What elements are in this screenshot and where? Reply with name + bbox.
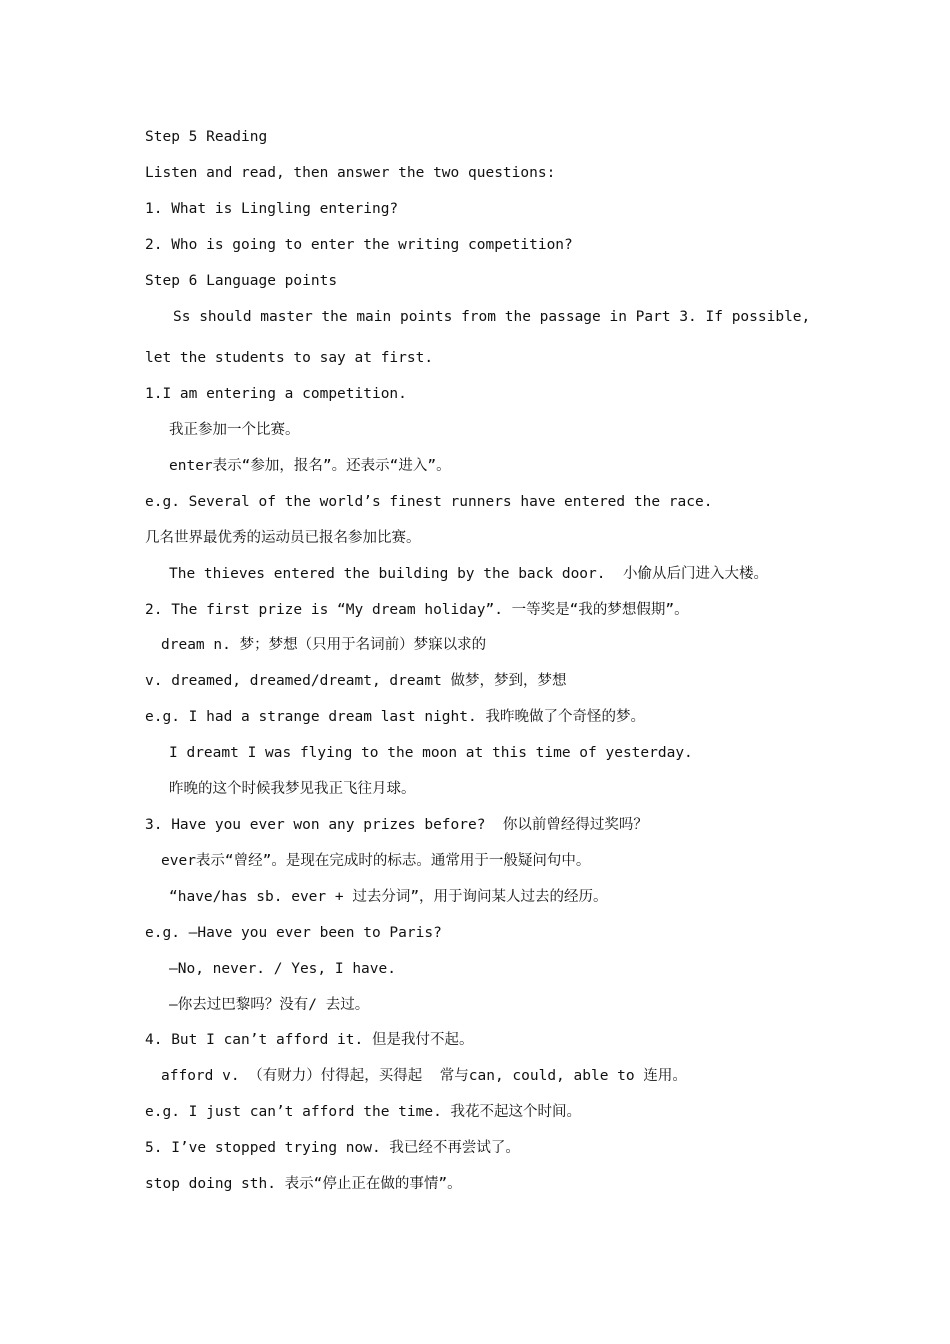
point-4-example: e.g. I just can’t afford the time. 我花不起这个时间。 (145, 1104, 582, 1120)
point-4-explanation: afford v. （有财力）付得起，买得起 常与can, could, able to 连用。 (161, 1068, 687, 1084)
point-2-example-1: e.g. I had a strange dream last night. 我昨晚做了个奇怪的梦。 (145, 709, 645, 725)
question-1: 1. What is Lingling entering? (145, 201, 399, 217)
point-3-example-question: e.g. —Have you ever been to Paris? (145, 925, 442, 941)
reading-instruction: Listen and read, then answer the two questions: (145, 165, 556, 181)
point-1-example-1-translation: 几名世界最优秀的运动员已报名参加比赛。 (145, 530, 421, 546)
point-3-explanation: ever表示“曾经”。是现在完成时的标志。通常用于一般疑问句中。 (161, 853, 591, 869)
point-2-noun-definition: dream n. 梦；梦想（只用于名词前）梦寐以求的 (161, 637, 487, 653)
intro-paragraph-line-1: Ss should master the main points from the passage in Part 3. If possible, (173, 309, 811, 325)
intro-paragraph-line-2: let the students to say at first. (145, 350, 434, 366)
point-3-example-answer: —No, never. / Yes, I have. (169, 961, 396, 977)
point-1-sentence: 1.I am entering a competition. (145, 386, 407, 402)
point-1-explanation: enter表示“参加，报名”。还表示“进入”。 (169, 458, 451, 474)
point-2-sentence: 2. The first prize is “My dream holiday”. 一等奖是“我的梦想假期”。 (145, 602, 689, 618)
step5-heading: Step 5 Reading (145, 129, 268, 145)
point-3-structure: “have/has sb. ever + 过去分词”，用于询问某人过去的经历。 (169, 889, 608, 905)
point-3-sentence: 3. Have you ever won any prizes before? 你以前曾经得过奖吗？ (145, 817, 648, 833)
point-5-explanation: stop doing sth. 表示“停止正在做的事情”。 (145, 1176, 462, 1192)
point-3-example-translation: —你去过巴黎吗？没有/ 去过。 (169, 997, 370, 1013)
point-5-sentence: 5. I’ve stopped trying now. 我已经不再尝试了。 (145, 1140, 520, 1156)
step6-heading: Step 6 Language points (145, 273, 338, 289)
point-2-example-2: I dreamt I was flying to the moon at this time of yesterday. (169, 745, 693, 761)
point-1-translation: 我正参加一个比赛。 (169, 422, 300, 438)
point-2-verb-forms: v. dreamed, dreamed/dreamt, dreamt 做梦，梦到，梦想 (145, 673, 567, 689)
point-2-example-2-translation: 昨晚的这个时候我梦见我正飞往月球。 (169, 781, 416, 797)
question-2: 2. Who is going to enter the writing competition? (145, 237, 573, 253)
point-4-sentence: 4. But I can’t afford it. 但是我付不起。 (145, 1032, 474, 1048)
point-1-example-2: The thieves entered the building by the back door. 小偷从后门进入大楼。 (169, 566, 768, 582)
point-1-example-1: e.g. Several of the world’s finest runners have entered the race. (145, 494, 713, 510)
